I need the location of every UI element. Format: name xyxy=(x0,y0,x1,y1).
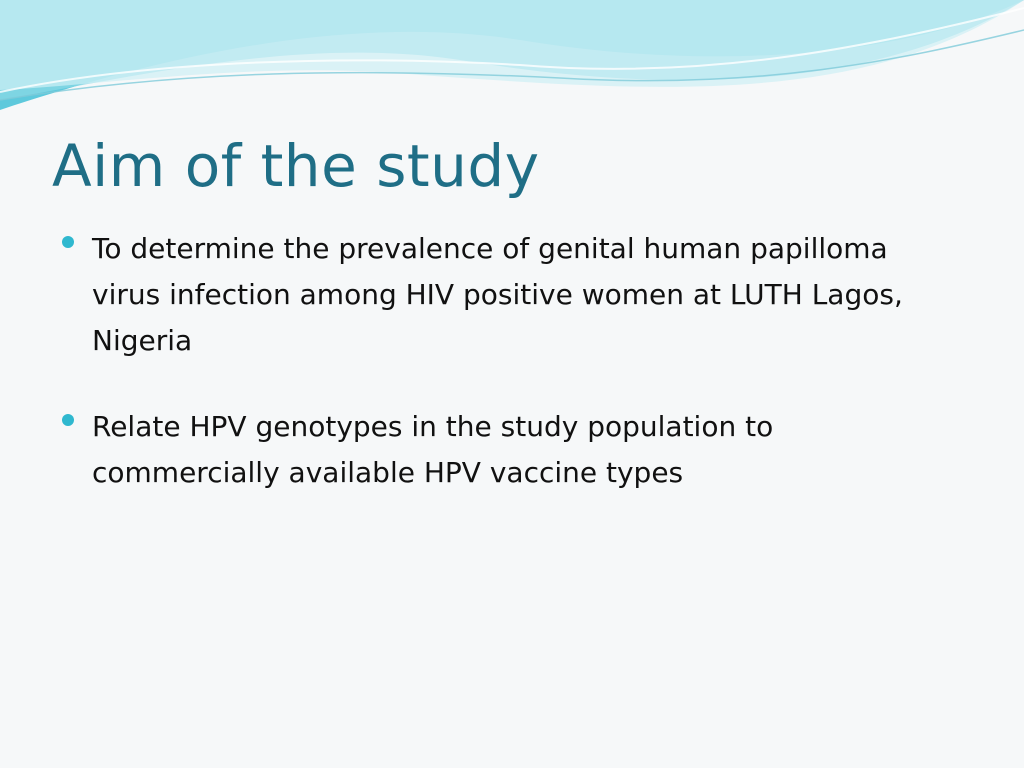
bullet-dot-icon xyxy=(62,414,74,426)
slide-title: Aim of the study xyxy=(52,132,540,200)
bullet-list xyxy=(62,226,962,536)
bullet-text: Relate HPV genotypes in the study population to commercially available HPV vaccine types xyxy=(92,410,774,489)
header-wave-decoration xyxy=(0,0,1024,120)
bullet-dot-icon xyxy=(62,236,74,248)
bullet-item xyxy=(62,404,962,496)
bullet-item xyxy=(62,226,962,364)
bullet-text: To determine the prevalence of genital human papilloma virus infection among HIV positive women at LUTH Lagos, Nigeria xyxy=(92,232,903,357)
